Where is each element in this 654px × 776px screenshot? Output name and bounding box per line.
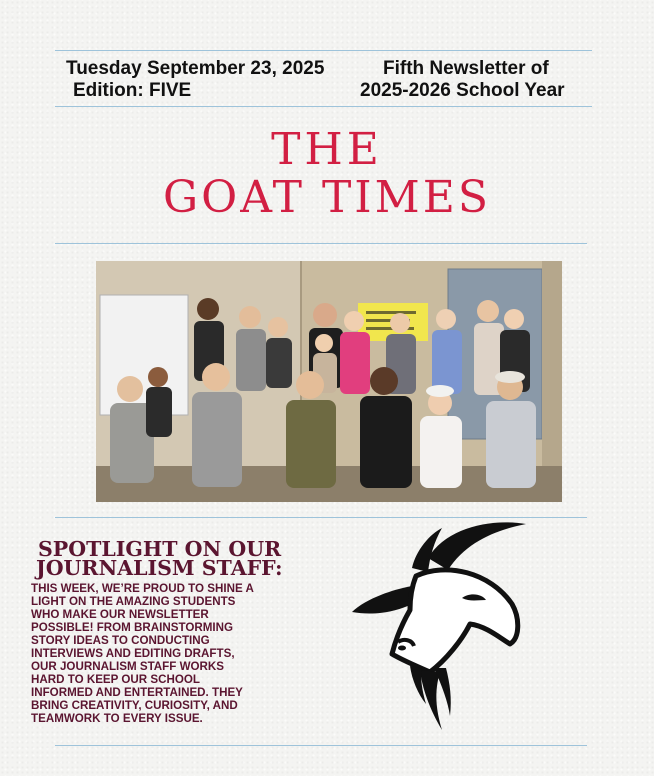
spotlight-title [36,537,326,580]
spotlight-title-line1: SPOTLIGHT ON OUR [38,537,282,561]
goat-head-icon [350,520,530,732]
issue-date: Tuesday September 23, 2025 [66,58,325,79]
edition-label: Edition: FIVE [73,80,192,101]
footer-rule [55,745,587,746]
photo-bottom-rule [55,517,587,518]
group-photo-illustration [96,261,562,502]
masthead-rule [55,243,587,244]
masthead-the: THE [271,124,383,175]
school-year: 2025-2026 School Year [360,80,565,101]
spotlight-body: THIS WEEK, WE’RE PROUD TO SHINE A LIGHT ON THE AMAZING STUDENTS WHO MAKE OUR NEWSLETTER POSSIBLE! FROM BRAINSTORMING STORY IDEAS TO CONDUCTING INTERVIEWS AND EDITING DRAFTS, OUR JOURNALISM STAFF WORKS HARD TO KEEP OUR SCHOOL INFORMED AND ENTERTAINED. THEY BRING CREATIVITY, CURIOSITY, AND TEAMWORK TO EVERY ISSUE. [31,582,254,725]
header-top-rule [55,50,592,51]
header-bottom-rule [55,106,592,107]
newsletter-number: Fifth Newsletter of [383,58,549,79]
spotlight-title-line2: JOURNALISM STAFF: [36,556,283,580]
group-photo [96,261,562,502]
masthead-title: GOAT TIMES [163,172,491,223]
